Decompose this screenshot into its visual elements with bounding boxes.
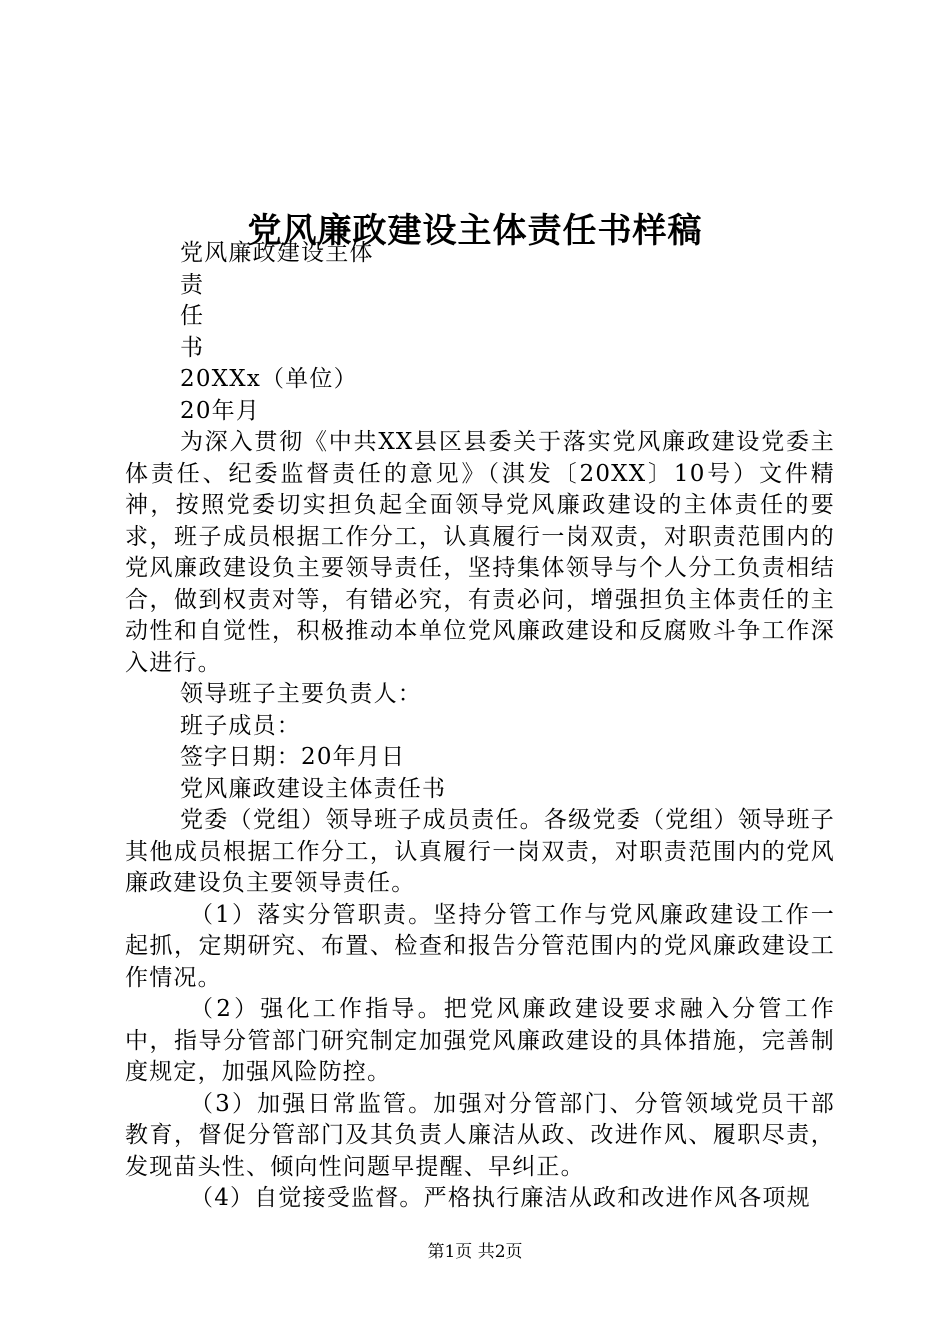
intro-paragraph: 为深入贯彻《中共XX县区县委关于落实党风廉政建设党委主体责任、纪委监督责任的意见》（淇发〔20XX〕10号）文件精神，按照党委切实担负起全面领导党风廉政建设的主体责任的要求，班子成员根据工作分工，认真履行一岗双责，对职责范围内的党风廉政建设负主要领导责任，坚持集体领导与个人分工负责相结合，做到权责对等，有错必究，有责必问，增强担负主体责任的主动性和自觉性，积极推动本单位党风廉政建设和反腐败斗争工作深入进行。	[125, 429, 835, 676]
members-signature-label: 班子成员：	[180, 712, 301, 739]
sign-date-label: 签字日期：20年月日	[180, 744, 406, 770]
section-heading: 党风廉政建设主体责任书	[180, 775, 447, 802]
item-3-paragraph: （3）加强日常监管。加强对分管部门、分管领域党员干部教育，督促分管部门及其负责人廉洁从政、改进作风、履职尽责，发现苗头性、倾向性问题早提醒、早纠正。	[125, 1090, 835, 1180]
item-1-paragraph: （1）落实分管职责。坚持分管工作与党风廉政建设工作一起抓，定期研究、布置、检查和报告分管范围内的党风廉政建设工作情况。	[125, 901, 835, 991]
heading-line-4: 书	[180, 334, 205, 361]
item-4-paragraph: （4）自觉接受监督。严格执行廉洁从政和改进作风各项规	[190, 1185, 811, 1211]
document-body	[125, 238, 835, 1215]
responsibility-paragraph: 党委（党组）领导班子成员责任。各级党委（党组）领导班子其他成员根据工作分工，认真履行一岗双责，对职责范围内的党风廉政建设负主要领导责任。	[125, 807, 835, 896]
document-title: 党风廉政建设主体责任书样稿	[247, 210, 703, 251]
item-2-paragraph: （2）强化工作指导。把党风廉政建设要求融入分管工作中，指导分管部门研究制定加强党风廉政建设的具体措施，完善制度规定，加强风险防控。	[125, 996, 835, 1085]
heading-line-3: 任	[180, 303, 205, 329]
page-number-footer: 第1页 共2页	[427, 1242, 523, 1262]
leader-signature-label: 领导班子主要负责人：	[180, 681, 422, 707]
date-line: 20年月	[180, 397, 261, 424]
heading-line-1: 党风廉政建设主体	[180, 240, 374, 266]
heading-line-2: 责	[180, 271, 205, 298]
unit-line: 20XXx（单位）	[180, 366, 358, 392]
